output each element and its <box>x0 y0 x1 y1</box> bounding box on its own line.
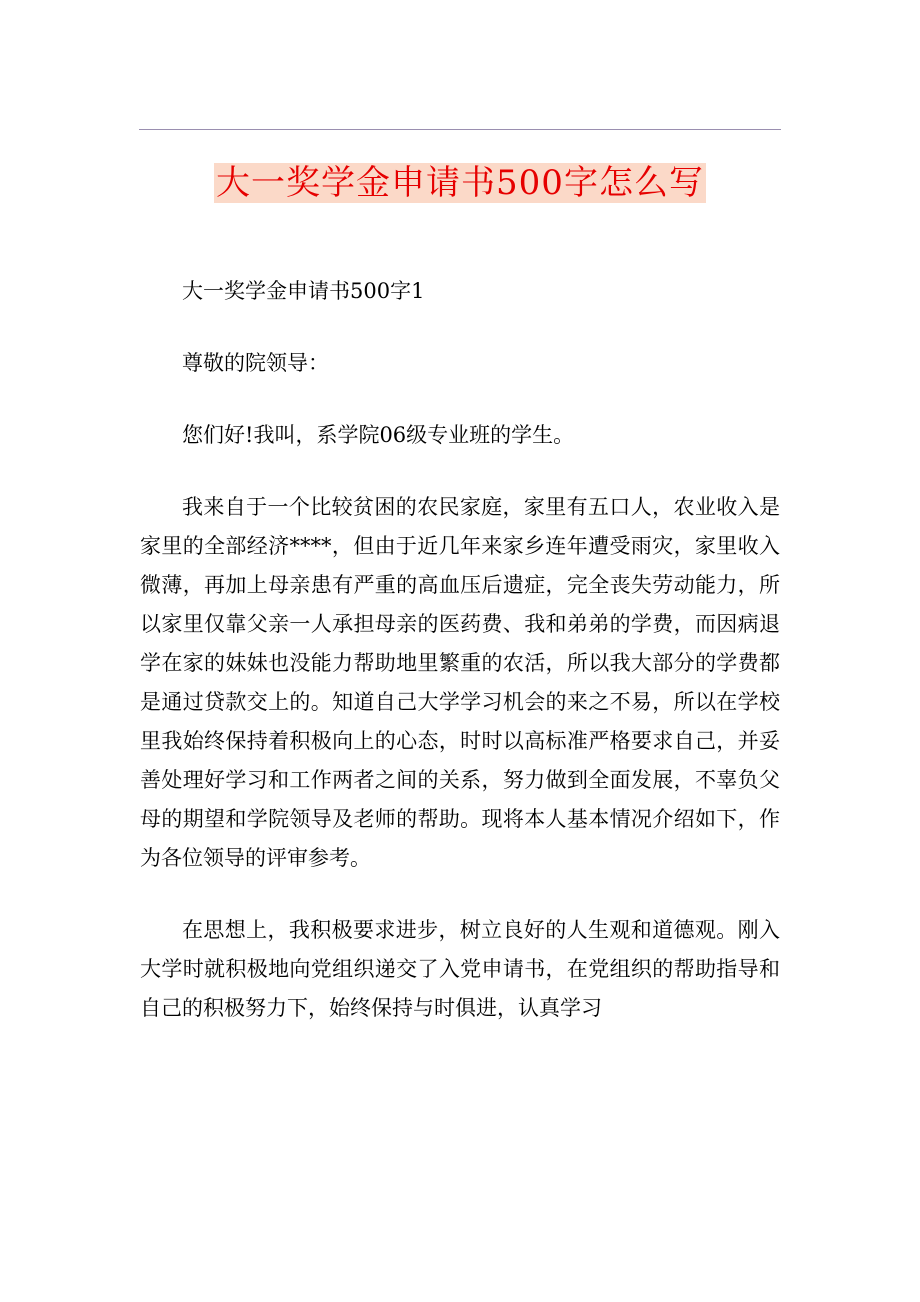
body-paragraph-2: 在思想上，我积极要求进步，树立良好的人生观和道德观。刚入大学时就积极地向党组织递交了入党申请书，在党组织的帮助指导和自己的积极努力下，始终保持与时俱进，认真学习 <box>140 918 780 1020</box>
body-paragraph-1: 我来自于一个比较贫困的农民家庭，家里有五口人，农业收入是家里的全部经济****，但由于近几年来家乡连年遭受雨灾，家里收入微薄，再加上母亲患有严重的高血压后遗症，完全丧失劳动能力，所以家里仅靠父亲一人承担母亲的医药费、我和弟弟的学费，而因病退学在家的妹妹也没能力帮助地里繁重的农活，所以我大部分的学费都是通过贷款交上的。知道自己大学学习机会的来之不易，所以在学校里我始终保持着积极向上的心态，时时以高标准严格要求自己，并妥善处理好学习和工作两者之间的关系，努力做到全面发展，不辜负父母的期望和学院领导及老师的帮助。现将本人基本情况介绍如下，作为各位领导的评审参考。 <box>140 495 780 870</box>
header-rule <box>139 129 781 130</box>
document-body <box>140 272 780 1028</box>
section-heading: 大一奖学金申请书500字1 <box>182 279 425 303</box>
salutation: 尊敬的院领导： <box>182 351 329 375</box>
document-title <box>0 160 920 206</box>
document-title-text: 大一奖学金申请书500字怎么写 <box>216 163 704 203</box>
greeting-paragraph: 您们好!我叫，系学院06级专业班的学生。 <box>182 423 575 447</box>
